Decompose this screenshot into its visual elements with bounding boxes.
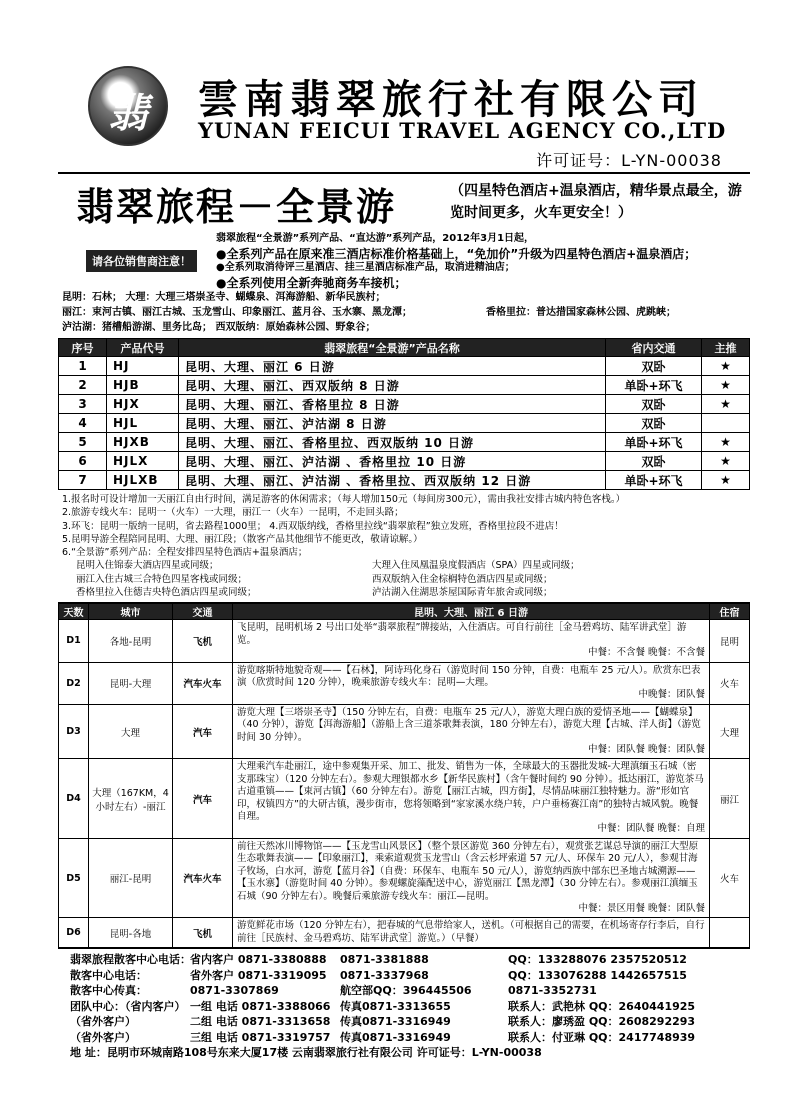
- itinerary-day: D5: [59, 838, 89, 917]
- itinerary-day: D4: [59, 759, 89, 838]
- contact-row: [70, 983, 750, 999]
- contact-cell: 三组 电话 0871-3319757: [190, 1030, 331, 1044]
- product-no: 3: [59, 395, 107, 414]
- note-line: 2.旅游专线火车：昆明一（火车）一大理，丽江一（火车）一昆明，不走回头路；: [62, 507, 404, 519]
- company-name-en: YUNAN FEICUI TRAVEL AGENCY CO.,LTD: [198, 118, 727, 143]
- product-traffic: 双卧: [606, 357, 702, 376]
- company-name-cn: 雲南翡翠旅行社有限公司: [198, 76, 704, 123]
- itinerary-meals: 中晚餐：团队餐: [638, 689, 705, 701]
- notice-badge: 请各位销售商注意！: [86, 250, 197, 272]
- hotel-item: 丽江入住古城三合特色四星客栈或同级；: [76, 573, 248, 585]
- license-number: 许可证号：L-YN-00038: [536, 151, 722, 170]
- product-hot: ★: [702, 395, 750, 414]
- itinerary-text: 大理乘汽车赴丽江，途中参观集开采、加工、批发、销售为一体，全球最大的玉器批发城-大理滇缅玉石城（密支那珠宝）（120 分钟左右）。参观大理银都水乡【新华民族村】（含午餐时间约 90 分钟）。抵达丽江，游览茶马古道重镇——【束河古镇】（60 分钟左右）。游览【丽江古城，四方街】，尽情品味丽江独特魅力。游“形如官印，权镇四方”的大研古镇，漫步街市，您将领略到“家家溪水绕户转，户户垂杨赛江南”的独特古城风貌。晚餐自理。: [237, 761, 704, 823]
- contact-cell: 二组 电话 0871-3313658: [190, 1015, 331, 1029]
- product-traffic: 双卧: [606, 414, 702, 433]
- itinerary-row: [59, 704, 750, 759]
- product-name: 昆明、大理、丽江、西双版纳 8 日游: [179, 376, 606, 395]
- product-no: 1: [59, 357, 107, 376]
- product-code: HJB: [107, 376, 179, 395]
- col-header: 住宿: [710, 604, 750, 620]
- title-row: [58, 172, 750, 230]
- product-row: [59, 471, 750, 490]
- hotel-row: [62, 559, 750, 572]
- itinerary-header-row: [59, 604, 750, 620]
- itinerary-description: [233, 838, 710, 917]
- hotel-item: 昆明入住锦泰大酒店四星或同级；: [76, 560, 219, 572]
- contact-cell: QQ：133288076 2357520512: [508, 953, 687, 967]
- itinerary-city: 大理: [89, 704, 173, 759]
- note-line: 6.“全景游”系列产品：全程安排四星特色酒店+温泉酒店；: [62, 547, 308, 559]
- contact-cell: 0871-3307869: [190, 984, 279, 998]
- note-line: 5.昆明导游全程陪同昆明、大理、丽江段；（散客产品其他细节不能更改，敬请谅解。）: [62, 533, 423, 545]
- scenic-row: 泸沽湖：猪槽船游湖、里务比岛； 西双版纳：原始森林公园、野象谷；: [62, 322, 376, 333]
- contact-cell: 翡翠旅程散客中心电话：: [70, 953, 191, 967]
- itinerary-row: [59, 662, 750, 704]
- product-hot: ★: [702, 433, 750, 452]
- contact-row: [70, 1030, 750, 1046]
- itinerary-day: D6: [59, 918, 89, 948]
- scenic-spots: [58, 290, 750, 335]
- contact-cell: 传真0871-3313655: [340, 999, 451, 1013]
- itinerary-stay: [710, 918, 750, 948]
- contact-cell: QQ：133076288 1442657515: [508, 968, 687, 982]
- product-row: [59, 414, 750, 433]
- col-header: 天数: [59, 604, 89, 620]
- contact-cell: （省外客户）: [70, 1015, 136, 1029]
- contact-row: [70, 1014, 750, 1030]
- product-no: 5: [59, 433, 107, 452]
- product-no: 6: [59, 452, 107, 471]
- itinerary-row: [59, 620, 750, 662]
- contact-cell: 散客中心电话：: [70, 968, 147, 982]
- itinerary-table: [58, 603, 750, 948]
- itinerary-row: [59, 838, 750, 917]
- hotel-item: 香格里拉入住德吉央特色酒店四星或同级；: [76, 587, 257, 599]
- page-subtitle: （四星特色酒店+温泉酒店，精华景点最全，游览时间更多，火车更安全！）: [450, 183, 742, 221]
- product-code: HJL: [107, 414, 179, 433]
- itinerary-text: 游览大理【三塔崇圣寺】（150 分钟左右，自费：电瓶车 25 元/人），游览大理白族的爱情圣地——【蝴蝶泉】（40 分钟），游览【洱海游船】（游船上含三道茶歌舞表演，180 分钟左右），游览大理【古城、洋人街】（游览时间 30 分钟）。: [237, 706, 701, 743]
- brochure-page: [58, 60, 750, 1060]
- itinerary-text: 游览喀斯特地貌奇观——【石林】，阿诗玛化身石（游览时间 150 分钟，自费：电瓶车 25 元/人）。欣赏东巴表演（欣赏时间 120 分钟），晚乘旅游专线火车：昆明—大理。: [237, 664, 701, 688]
- itinerary-description: [233, 620, 710, 662]
- itinerary-transport: 汽车: [173, 759, 233, 838]
- scenic-row: 昆明：石林； 大理：大理三塔崇圣寺、蝴蝶泉、洱海游船、新华民族村；: [62, 292, 386, 303]
- itinerary-transport: 汽车火车: [173, 838, 233, 917]
- itinerary-meals: 中餐：团队餐 晚餐：自理: [597, 823, 705, 835]
- col-header: 交通: [173, 604, 233, 620]
- hotel-row: [62, 586, 750, 599]
- notice-line: ●全系列取消待评三星酒店、挂三星酒店标准产品，取消进精油店；: [216, 262, 515, 273]
- contact-cell: 航空部QQ：396445506: [340, 984, 472, 998]
- itinerary-meals: 中餐：团队餐 晚餐：团队餐: [587, 744, 705, 756]
- contact-cell: 0871-3337968: [340, 968, 429, 982]
- itinerary-stay: 丽江: [710, 759, 750, 838]
- notice-line: 翡翠旅程“全景游”系列产品、“直达游”系列产品，2012年3月1日起，: [216, 233, 535, 244]
- note-line: 3.环飞：昆明一版纳一昆明，省去路程1000里； 4.西双版纳线，香格里拉线“翡翠旅程”独立发班，香格里拉段不进店！: [62, 520, 564, 532]
- notice-lines: [216, 232, 696, 290]
- product-hot: ★: [702, 471, 750, 490]
- contact-cell: （省外客户）: [70, 1030, 136, 1044]
- itinerary-city: 丽江-昆明: [89, 838, 173, 917]
- product-row: [59, 376, 750, 395]
- product-code: HJ: [107, 357, 179, 376]
- product-no: 7: [59, 471, 107, 490]
- col-header: 产品代号: [107, 339, 179, 357]
- contact-cell: 省外客户 0871-3319095: [190, 968, 327, 982]
- hotel-row: [62, 573, 750, 586]
- scenic-shangrila: 香格里拉：普达措国家森林公园、虎跳峡；: [486, 307, 676, 318]
- col-header: 城市: [89, 604, 173, 620]
- itinerary-row: [59, 918, 750, 948]
- product-hot: ★: [702, 376, 750, 395]
- contact-row: [70, 968, 750, 984]
- product-row: [59, 357, 750, 376]
- itinerary-city: 大理（167KM，4 小时左右）-丽江: [89, 759, 173, 838]
- contact-cell: 散客中心传真：: [70, 984, 147, 998]
- product-no: 2: [59, 376, 107, 395]
- product-name: 昆明、大理、丽江 6 日游: [179, 357, 606, 376]
- product-row: [59, 452, 750, 471]
- col-header: 序号: [59, 339, 107, 357]
- itinerary-description: [233, 918, 710, 948]
- contact-cell: 联系人：廖琇盈 QQ：2608292293: [508, 1015, 696, 1029]
- itinerary-stay: 昆明: [710, 620, 750, 662]
- product-code: HJLX: [107, 452, 179, 471]
- notice-section: [58, 230, 750, 290]
- contact-cell: 传真0871-3316949: [340, 1030, 451, 1044]
- itinerary-transport: 汽车: [173, 704, 233, 759]
- product-traffic: 单卧+环飞: [606, 376, 702, 395]
- col-header: 翡翠旅程“全景游”产品名称: [179, 339, 606, 357]
- product-code: HJX: [107, 395, 179, 414]
- itinerary-transport: 汽车火车: [173, 662, 233, 704]
- contact-cell: 团队中心：（省内客户）: [70, 999, 186, 1013]
- contact-cell: 0871-3381888: [340, 953, 429, 967]
- product-table: [58, 338, 750, 490]
- itinerary-meals: 中餐：不含餐 晚餐：不含餐: [587, 647, 705, 659]
- contact-row: [70, 952, 750, 968]
- product-name: 昆明、大理、丽江、香格里拉、西双版纳 10 日游: [179, 433, 606, 452]
- itinerary-text: 游览鲜花市场（120 分钟左右），把春城的气息带给家人，送机。（可根据自己的需要，在机场寄存行李后，自行前往［民族村、金马碧鸡坊、陆军讲武堂］游览。）（早餐）: [237, 920, 705, 944]
- itinerary-stay: 火车: [710, 838, 750, 917]
- logo-glyph: 翡: [108, 90, 148, 137]
- contact-cell: 联系人：武艳林 QQ：2640441925: [508, 999, 696, 1013]
- contact-row: [70, 999, 750, 1015]
- product-code: HJLXB: [107, 471, 179, 490]
- product-name: 昆明、大理、丽江、泸沽湖 8 日游: [179, 414, 606, 433]
- hotel-item: 西双版纳入住金棕榈特色酒店四星或同级；: [372, 573, 553, 585]
- contact-cell: 0871-3352731: [508, 984, 597, 998]
- contact-cell: 省内客户 0871-3380888: [190, 953, 327, 967]
- product-code: HJXB: [107, 433, 179, 452]
- itinerary-transport: 飞机: [173, 620, 233, 662]
- itinerary-description: [233, 704, 710, 759]
- contact-cell: 联系人：付亚琳 QQ：2417748939: [508, 1030, 696, 1044]
- company-logo: [88, 66, 168, 146]
- address-line: 地 址：昆明市环城南路108号东来大厦17楼 云南翡翠旅行社有限公司 许可证号：L-YN-00038: [70, 1046, 542, 1060]
- itinerary-text: 飞昆明，昆明机场 2 号出口处举“翡翠旅程”牌接站，入住酒店。可自行前往［金马碧鸡坊、陆军讲武堂］游览。: [237, 622, 687, 646]
- product-name: 昆明、大理、丽江、泸沽湖 、香格里拉 10 日游: [179, 452, 606, 471]
- product-header-row: [59, 339, 750, 357]
- note-line: 1.报名时可设计增加一天丽江自由行时间，满足游客的休闲需求；（每人增加150元（每间房300元），需由我社安排古城内特色客栈。）: [62, 494, 626, 505]
- itinerary-description: [233, 759, 710, 838]
- itinerary-text: 前往天然冰川博物馆——【玉龙雪山风景区】（整个景区游览 360 分钟左右），观赏张艺谋总导演的丽江大型原生态歌舞表演——【印象丽江】，乘索道观赏玉龙雪山（含云杉坪索道 57 元/人、环保车 20 元/人），参观甘海子牧场，白水河，游览【蓝月谷】（自费：环保车、电瓶车 50 元/人），游览纳西族中部东巴圣地古城溯源——【玉水寨】（游览时间 40 分钟）。参观螺旋藻配送中心，游览丽江【黑龙潭】（30 分钟左右）。参观丽江滇缅玉石城（90 分钟左右）。晚餐后乘旅游专线火车：丽江—昆明。: [237, 840, 699, 902]
- product-hot: ★: [702, 357, 750, 376]
- itinerary-row: [59, 759, 750, 838]
- contact-cell: 传真0871-3316949: [340, 1015, 451, 1029]
- product-name: 昆明、大理、丽江、泸沽湖 、香格里拉、西双版纳 12 日游: [179, 471, 606, 490]
- product-traffic: 单卧+环飞: [606, 471, 702, 490]
- contact-section: [58, 948, 750, 1061]
- itinerary-day: D2: [59, 662, 89, 704]
- col-header: 主推: [702, 339, 750, 357]
- header: [58, 60, 750, 172]
- itinerary-stay: 火车: [710, 662, 750, 704]
- product-row: [59, 395, 750, 414]
- product-traffic: 双卧: [606, 452, 702, 471]
- itinerary-transport: 飞机: [173, 918, 233, 948]
- itinerary-city: 昆明-大理: [89, 662, 173, 704]
- product-traffic: 单卧+环飞: [606, 433, 702, 452]
- product-row: [59, 433, 750, 452]
- hotel-item: 大理入住凤凰温泉度假酒店（SPA）四星或同级；: [372, 560, 580, 572]
- notice-line: ●全系列使用全新奔驰商务车接机；: [216, 275, 407, 290]
- product-hot: ★: [702, 452, 750, 471]
- page-title: 翡翠旅程－全景游: [76, 185, 397, 229]
- itinerary-meals: 中餐：景区用餐 晚餐：团队餐: [578, 902, 705, 914]
- itinerary-city: 昆明-各地: [89, 918, 173, 948]
- contact-cell: 一组 电话 0871-3388066: [190, 999, 331, 1013]
- itinerary-description: [233, 662, 710, 704]
- notes-section: [58, 490, 750, 603]
- scenic-row: 丽江：束河古镇、丽江古城、玉龙雪山、印象丽江、蓝月谷、玉水寨、黑龙潭；: [62, 307, 412, 318]
- col-header: 省内交通: [606, 339, 702, 357]
- product-no: 4: [59, 414, 107, 433]
- itinerary-city: 各地-昆明: [89, 620, 173, 662]
- product-traffic: 双卧: [606, 395, 702, 414]
- itinerary-day: D3: [59, 704, 89, 759]
- col-header: 昆明、大理、丽江 6 日游: [233, 604, 710, 620]
- itinerary-day: D1: [59, 620, 89, 662]
- product-name: 昆明、大理、丽江、香格里拉 8 日游: [179, 395, 606, 414]
- notice-line: ●全系列产品在原来准三酒店标准价格基础上，“免加价”升级为四星特色酒店+温泉酒店；: [216, 246, 697, 261]
- hotel-item: 泸沽湖入住湖思茶屋国际青年旅舍或同级；: [372, 587, 553, 599]
- itinerary-stay: 大理: [710, 704, 750, 759]
- product-hot: [702, 414, 750, 433]
